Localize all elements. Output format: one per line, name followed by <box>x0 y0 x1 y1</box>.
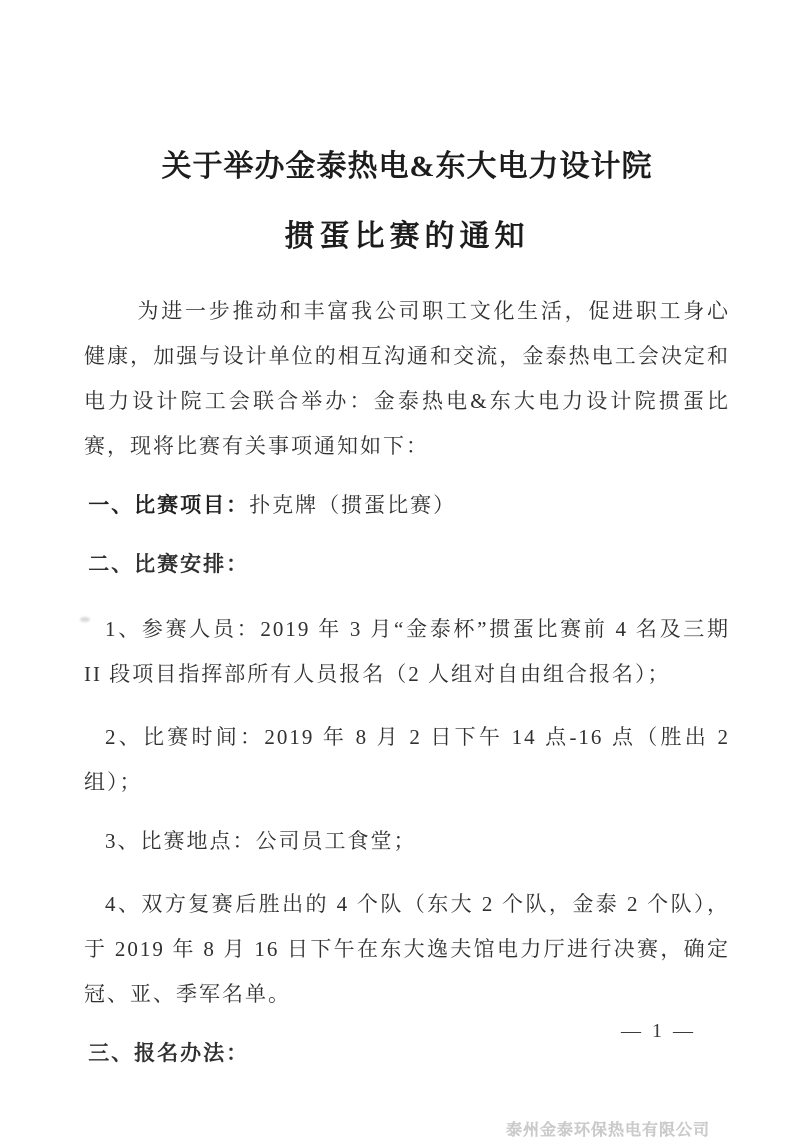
section-1-heading: 一、比赛项目： <box>88 493 250 517</box>
scan-speckle-artifact <box>80 617 90 622</box>
section-2-heading: 二、比赛安排： <box>88 552 250 576</box>
section-1-line <box>84 483 730 528</box>
intro-paragraph: 为进一步推动和丰富我公司职工文化生活，促进职工身心健康，加强与设计单位的相互沟通和交流，金泰热电工会决定和电力设计院工会联合举办：金泰热电&东大电力设计院掼蛋比赛，现将比赛有关事项通知如下： <box>84 299 730 458</box>
section-1-inline-text: 扑克牌（掼蛋比赛） <box>249 493 457 517</box>
arrangement-item-location: 3、比赛地点：公司员工食堂； <box>105 829 417 853</box>
document-title-line-2: 掼蛋比赛的通知 <box>284 220 530 253</box>
arrangement-item-finals: 4、双方复赛后胜出的 4 个队（东大 2 个队，金泰 2 个队），于 2019 年 8 月 16 日下午在东大逸夫馆电力厅进行决赛，确定冠、亚、季军名单。 <box>84 892 730 1006</box>
page-number: — 1 — <box>621 1020 696 1042</box>
arrangement-item-participants: 1、参赛人员：2019 年 3 月“金泰杯”掼蛋比赛前 4 名及三期 II 段项目指挥部所有人员报名（2 人组对自由组合报名）； <box>84 617 730 686</box>
footer-company-watermark: 泰州金泰环保热电有限公司 <box>505 1122 710 1139</box>
section-3-heading: 三、报名办法： <box>88 1041 250 1065</box>
arrangement-item-time: 2、比赛时间：2019 年 8 月 2 日下午 14 点-16 点（胜出 2 组）； <box>84 725 730 794</box>
document-title-line-1: 关于举办金泰热电&东大电力设计院 <box>161 150 653 183</box>
